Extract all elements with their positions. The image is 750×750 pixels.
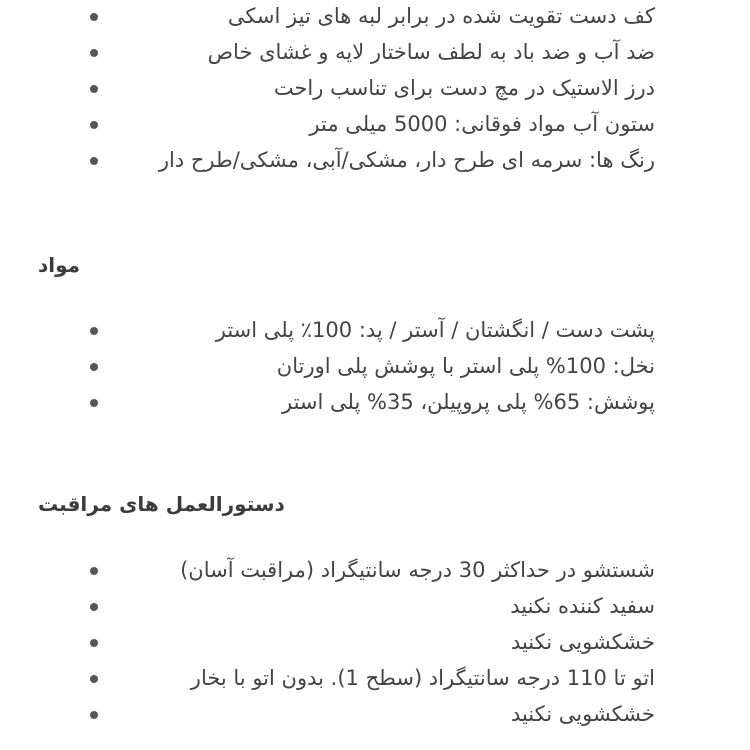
bullet-icon [90,49,98,57]
bullet-icon [90,327,98,335]
bullet-icon [90,121,98,129]
list-item-text: رنگ ها: سرمه ای طرح دار، مشکی/آبی، مشکی/طرح دار [158,148,655,172]
bullet-icon [90,603,98,611]
list-item [40,552,655,588]
bullet-icon [90,363,98,371]
list-item-text: خشکشویی نکنید [510,702,655,726]
list-item [40,384,655,420]
list-item-text: شستشو در حداکثر 30 درجه سانتیگراد (مراقبت آسان) [180,558,655,582]
list-item-text: اتو تا 110 درجه سانتیگراد (سطح 1). بدون اتو با بخار [190,666,655,690]
list-item-text: درز الاستیک در مچ دست برای تناسب راحت [273,76,655,100]
list-item-text: خشکشویی نکنید [510,630,655,654]
list-item [40,660,655,696]
list-item-text: پوشش: 65% پلی پروپیلن، 35% پلی استر [281,390,655,414]
bullet-icon [90,711,98,719]
bullet-icon [90,85,98,93]
list-item-text: نخل: 100% پلی استر با پوشش پلی اورتان [276,354,655,378]
bullet-icon [90,157,98,165]
bullet-icon [90,567,98,575]
list-item [40,696,655,732]
list-item [40,70,655,106]
bullet-icon [90,639,98,647]
materials-list [40,312,655,420]
care-instructions-list [40,552,655,732]
features-list [40,0,655,178]
list-item-text: کف دست تقویت شده در برابر لبه های تیز اسکی [227,4,655,28]
list-item [40,34,655,70]
care-instructions-heading: دستورالعمل های مراقبت [38,492,285,516]
list-item [40,142,655,178]
list-item [40,624,655,660]
list-item [40,588,655,624]
list-item [40,312,655,348]
list-item-text: ضد آب و ضد باد به لطف ساختار لایه و غشای خاص [207,40,655,64]
list-item [40,106,655,142]
list-item [40,348,655,384]
list-item-text: سفید کننده نکنید [510,594,655,618]
materials-heading: مواد [38,253,81,277]
bullet-icon [90,13,98,21]
list-item-text: پشت دست / انگشتان / آستر / پد: 100٪ پلی استر [215,318,655,342]
bullet-icon [90,399,98,407]
list-item-text: ستون آب مواد فوقانی: 5000 میلی متر [309,112,655,136]
list-item [40,0,655,34]
bullet-icon [90,675,98,683]
